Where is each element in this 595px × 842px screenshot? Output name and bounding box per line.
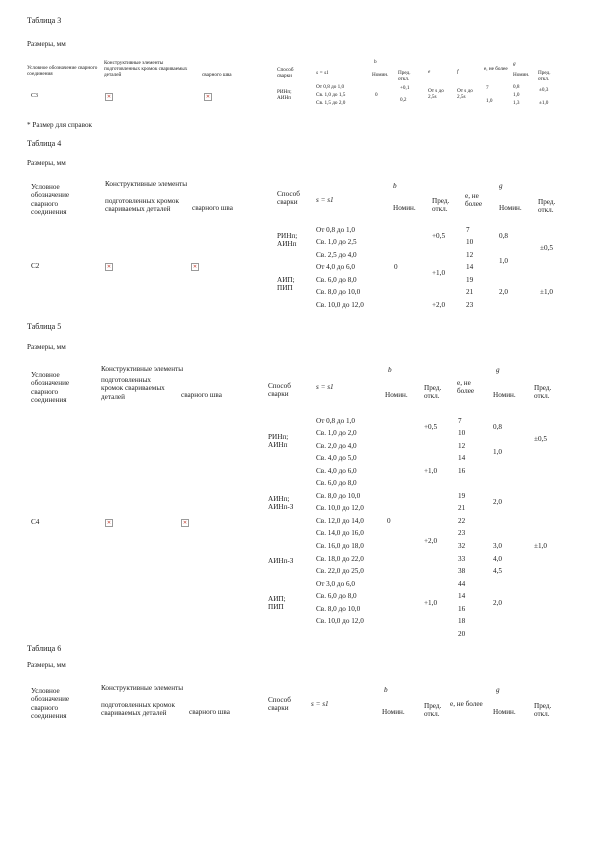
t5-b-dev: +1,0 <box>424 599 438 607</box>
t4-emax: 10 <box>466 238 474 246</box>
t5-s-row: Св. 1,0 до 2,0 <box>316 429 357 437</box>
t3-emax: 1,0 <box>486 98 493 104</box>
t5-method-4: АИП; ПИП <box>268 595 286 612</box>
t5-s-row: Св. 10,0 до 12,0 <box>316 504 364 512</box>
t4-emax: 21 <box>466 288 474 296</box>
t3-g-dev: ±0,3 <box>539 87 549 93</box>
t3-header-g-dev: Пред. откл. <box>538 70 551 83</box>
t3-g-nom: 0,8 <box>513 84 520 90</box>
t4-header-b-nom: Номин. <box>393 204 416 212</box>
t3-header-f: f <box>457 69 459 75</box>
t3-f: От s до 2,5s <box>457 88 473 101</box>
t5-emax: 44 <box>458 580 466 588</box>
t3-g-nom: 1,3 <box>513 100 520 106</box>
t5-header-constr: Конструктивные элементы <box>101 365 184 373</box>
t3-prep-image-broken-icon: ✕ <box>106 94 112 100</box>
table6-title: Таблица 6 <box>27 644 62 653</box>
t5-method-1: РИНп; АИНп <box>268 433 289 450</box>
t4-s-row: Св. 2,5 до 4,0 <box>316 251 357 259</box>
t3-header-b-nom: Номин. <box>372 72 389 78</box>
t5-emax: 20 <box>458 630 466 638</box>
t4-b-dev: +1,0 <box>432 269 446 277</box>
t6-header-b-nom: Номин. <box>382 708 405 716</box>
t5-s-row: Св. 16,0 до 18,0 <box>316 542 364 550</box>
t3-b-dev: +0,1 <box>400 85 410 91</box>
t6-header-g: g <box>496 686 500 694</box>
t3-g-nom: 1,0 <box>513 92 520 98</box>
table4-units: Размеры, мм <box>27 159 66 167</box>
t4-b-nom: 0 <box>394 263 398 271</box>
t4-s-row: Св. 6,0 до 8,0 <box>316 276 357 284</box>
t5-header-s: s = s1 <box>316 383 334 391</box>
t5-g-nom: 2,0 <box>493 599 502 607</box>
t4-method-1: РИНп; АИНп <box>277 232 298 249</box>
t5-b-nom: 0 <box>387 517 391 525</box>
t3-b-nom: 0 <box>375 92 378 98</box>
t3-header-s: s = s1 <box>316 70 329 76</box>
t6-header-constr: Конструктивные элементы <box>101 684 184 692</box>
t4-header-prep: подготовленных кромок свариваемых деталей <box>105 197 179 214</box>
t5-header-prep: подготовленных кромок свариваемых деталей <box>101 376 165 401</box>
t5-header-g-dev: Пред. откл. <box>534 384 552 401</box>
t4-header-method: Способ сварки <box>277 190 300 207</box>
t3-header-method: Способ сварки <box>277 67 294 80</box>
t4-joint-code: С2 <box>31 262 40 270</box>
t5-header-b: b <box>388 366 392 374</box>
t5-header-method: Способ сварки <box>268 382 291 399</box>
t5-emax: 7 <box>458 417 462 425</box>
t6-header-g-nom: Номин. <box>493 708 516 716</box>
t5-b-dev: +2,0 <box>424 537 438 545</box>
t4-header-b: b <box>393 182 397 190</box>
t6-header-b: b <box>384 686 388 694</box>
t5-g-dev: ±1,0 <box>534 542 547 550</box>
t4-header-g-nom: Номин. <box>499 204 522 212</box>
t5-g-nom: 2,0 <box>493 498 502 506</box>
t4-s-row: Св. 10,0 до 12,0 <box>316 301 364 309</box>
table5-title: Таблица 5 <box>27 322 62 331</box>
t5-emax: 18 <box>458 617 466 625</box>
t6-header-g-dev: Пред. откл. <box>534 702 552 719</box>
t5-header-emax: e, не более <box>457 379 475 396</box>
table3-units: Размеры, мм <box>27 40 66 48</box>
t4-header-b-dev: Пред. откл. <box>432 197 450 214</box>
t5-emax: 19 <box>458 492 466 500</box>
t5-header-weld: сварного шва <box>181 391 222 399</box>
t5-g-nom: 0,8 <box>493 423 502 431</box>
t3-weld-image-broken-icon: ✕ <box>205 94 211 100</box>
t4-g-nom: 2,0 <box>499 288 508 296</box>
t6-header-method: Способ сварки <box>268 696 291 713</box>
table5-units: Размеры, мм <box>27 343 66 351</box>
t5-s-row: От 0,8 до 1,0 <box>316 417 355 425</box>
t3-header-g: g <box>513 61 516 67</box>
table6-units: Размеры, мм <box>27 661 66 669</box>
t6-header-condition: Условное обозначение сварного соединения <box>31 687 70 721</box>
t3-joint-code: С3 <box>31 93 39 99</box>
t3-header-b-dev: Пред. откл. <box>398 70 411 83</box>
t5-prep-image-broken-icon: ✕ <box>106 520 112 526</box>
t3-s-row: Св. 1,5 до 2,0 <box>316 100 346 106</box>
t5-s-row: Св. 6,0 до 8,0 <box>316 592 357 600</box>
t6-header-emax: e, не более <box>450 700 483 708</box>
t5-s-row: От 3,0 до 6,0 <box>316 580 355 588</box>
t5-s-row: Св. 8,0 до 10,0 <box>316 605 361 613</box>
t3-e: От s до 2,5s <box>428 88 444 101</box>
t5-emax: 10 <box>458 429 466 437</box>
t4-s-row: От 4,0 до 6,0 <box>316 263 355 271</box>
t5-emax: 21 <box>458 504 466 512</box>
t4-s-row: Св. 8,0 до 10,0 <box>316 288 361 296</box>
t4-g-dev: ±0,5 <box>540 244 553 252</box>
t4-s-row: От 0,8 до 1,0 <box>316 226 355 234</box>
t5-emax: 22 <box>458 517 466 525</box>
t5-g-nom: 3,0 <box>493 542 502 550</box>
t4-s-row: Св. 1,0 до 2,5 <box>316 238 357 246</box>
t5-s-row: Св. 14,0 до 16,0 <box>316 529 364 537</box>
t4-emax: 12 <box>466 251 474 259</box>
t5-emax: 14 <box>458 454 466 462</box>
t4-emax: 14 <box>466 263 474 271</box>
t4-emax: 7 <box>466 226 470 234</box>
t5-header-b-nom: Номин. <box>385 391 408 399</box>
t3-header-constr: Конструктивные элементы подготовленных кромок свариваемых деталей <box>104 60 188 79</box>
t4-g-nom: 0,8 <box>499 232 508 240</box>
t5-s-row: Св. 6,0 до 8,0 <box>316 479 357 487</box>
t4-header-s: s = s1 <box>316 196 334 204</box>
t5-g-nom: 1,0 <box>493 448 502 456</box>
t5-s-row: Св. 8,0 до 10,0 <box>316 492 361 500</box>
t5-emax: 23 <box>458 529 466 537</box>
t5-s-row: Св. 2,0 до 4,0 <box>316 442 357 450</box>
t3-header-g-nom: Номин. <box>513 72 530 78</box>
t4-g-nom: 1,0 <box>499 257 508 265</box>
t3-s-row: От 0,8 до 1,0 <box>316 84 345 90</box>
t3-header-weld: сварного шва <box>202 72 232 78</box>
t5-header-b-dev: Пред. откл. <box>424 384 442 401</box>
t5-header-g-nom: Номин. <box>493 391 516 399</box>
t6-header-prep: подготовленных кромок свариваемых деталей <box>101 701 175 718</box>
t5-s-row: Св. 10,0 до 12,0 <box>316 617 364 625</box>
t3-method: РИНп; АИНп <box>277 89 292 102</box>
table3-title: Таблица 3 <box>27 16 62 25</box>
t5-g-dev: ±0,5 <box>534 435 547 443</box>
t5-s-row: Св. 12,0 до 14,0 <box>316 517 364 525</box>
t5-emax: 16 <box>458 467 466 475</box>
t5-method-3: АИНп-З <box>268 557 294 565</box>
t6-header-b-dev: Пред. откл. <box>424 702 442 719</box>
t5-g-nom: 4,5 <box>493 567 502 575</box>
t4-prep-image-broken-icon: ✕ <box>106 264 112 270</box>
table4-title: Таблица 4 <box>27 139 62 148</box>
t5-b-dev: +0,5 <box>424 423 438 431</box>
t4-b-dev: +2,0 <box>432 301 446 309</box>
t3-b-dev: 0,2 <box>400 97 407 103</box>
t4-header-condition: Условное обозначение сварного соединения <box>31 183 70 217</box>
t3-header-e: e <box>428 69 431 75</box>
t4-header-weld: сварного шва <box>192 204 233 212</box>
t3-header-emax: e, не более <box>484 66 508 72</box>
t4-weld-image-broken-icon: ✕ <box>192 264 198 270</box>
t5-emax: 14 <box>458 592 466 600</box>
t3-s-row: Св. 1,0 до 1,5 <box>316 92 346 98</box>
t4-header-constr: Конструктивные элементы <box>105 180 188 188</box>
t5-emax: 16 <box>458 605 466 613</box>
t4-b-dev: +0,5 <box>432 232 446 240</box>
t5-weld-image-broken-icon: ✕ <box>182 520 188 526</box>
t4-g-dev: ±1,0 <box>540 288 553 296</box>
t5-joint-code: С4 <box>31 518 40 526</box>
t4-emax: 23 <box>466 301 474 309</box>
t6-header-weld: сварного шва <box>189 708 230 716</box>
t3-footnote: * Размер для справок <box>27 121 93 129</box>
t4-header-g-dev: Пред. откл. <box>538 198 556 215</box>
t5-b-dev: +1,0 <box>424 467 438 475</box>
t4-header-emax: e, не более <box>465 192 483 209</box>
t5-s-row: Св. 22,0 до 25,0 <box>316 567 364 575</box>
t5-emax: 32 <box>458 542 466 550</box>
t4-method-2: АИП; ПИП <box>277 276 295 293</box>
t5-header-g: g <box>496 366 500 374</box>
t5-emax: 33 <box>458 555 466 563</box>
t3-g-dev: ±1,0 <box>539 100 549 106</box>
t5-emax: 38 <box>458 567 466 575</box>
t6-header-s: s = s1 <box>311 700 329 708</box>
t5-emax: 12 <box>458 442 466 450</box>
t3-header-b: b <box>374 59 377 65</box>
t5-header-condition: Условное обозначение сварного соединения <box>31 371 70 405</box>
t5-s-row: Св. 4,0 до 5,0 <box>316 454 357 462</box>
t4-emax: 19 <box>466 276 474 284</box>
t3-header-condition: Условное обозначение сварного соединения <box>27 65 98 78</box>
t5-method-2: АИНп; АИНп-З <box>268 495 294 512</box>
t5-s-row: Св. 18,0 до 22,0 <box>316 555 364 563</box>
t5-g-nom: 4,0 <box>493 555 502 563</box>
t4-header-g: g <box>499 182 503 190</box>
t5-s-row: Св. 4,0 до 6,0 <box>316 467 357 475</box>
t3-emax: 7 <box>486 85 489 91</box>
